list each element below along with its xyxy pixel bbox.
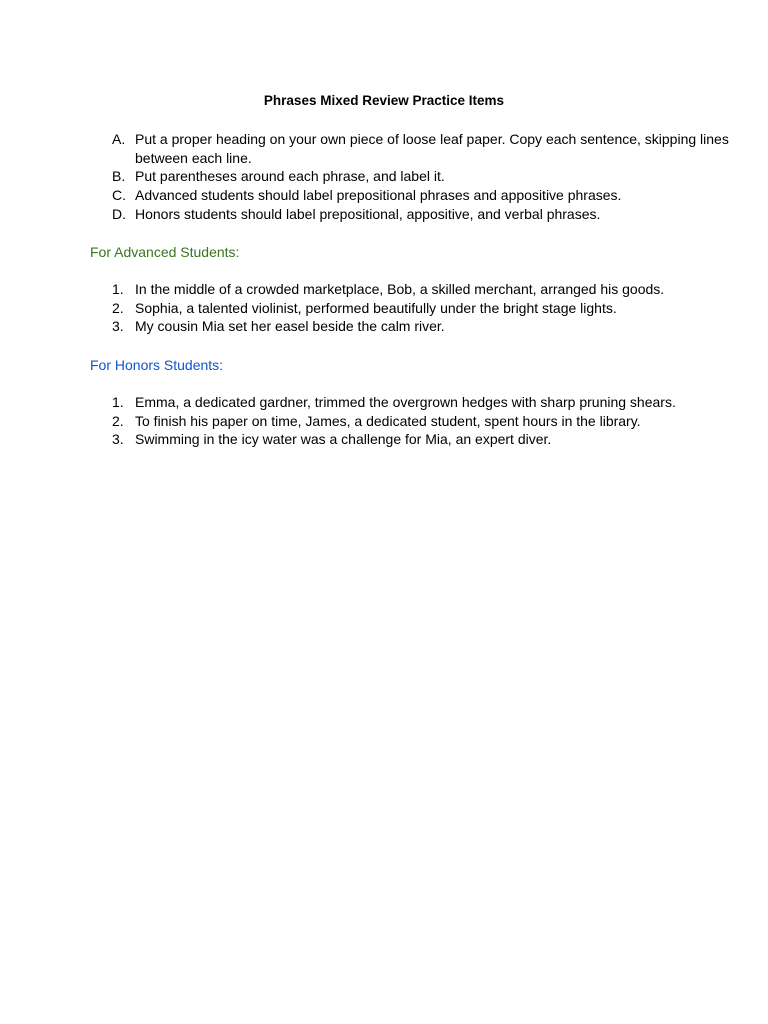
- list-marker: 2.: [112, 412, 124, 429]
- instruction-text: Put parentheses around each phrase, and label it.: [135, 168, 445, 185]
- instructions-list: [90, 130, 740, 224]
- honors-sentences-list: [90, 393, 740, 449]
- advanced-sentences-list: [90, 280, 740, 336]
- sentence-item: [90, 430, 740, 449]
- instruction-text: Honors students should label prepositional, appositive, and verbal phrases.: [135, 205, 601, 222]
- list-marker: C.: [112, 187, 126, 204]
- sentence-text: My cousin Mia set her easel beside the calm river.: [135, 318, 445, 335]
- sentence-text: Swimming in the icy water was a challenge for Mia, an expert diver.: [135, 431, 552, 448]
- sentence-item: [90, 280, 740, 299]
- list-marker: B.: [112, 168, 126, 185]
- list-marker: 1.: [112, 394, 124, 410]
- list-marker: A.: [112, 131, 126, 147]
- instruction-item: [90, 205, 740, 224]
- list-marker: 3.: [112, 431, 124, 448]
- list-marker: D.: [112, 205, 126, 222]
- instruction-text: Advanced students should label prepositional phrases and appositive phrases.: [135, 187, 622, 204]
- sentence-text: Emma, a dedicated gardner, trimmed the overgrown hedges with sharp pruning shears.: [135, 394, 676, 410]
- sentence-item: [90, 393, 740, 412]
- list-marker: 3.: [112, 318, 124, 335]
- sentence-text: Sophia, a talented violinist, performed beautifully under the bright stage lights.: [135, 299, 617, 316]
- list-marker: 1.: [112, 281, 124, 297]
- honors-section-heading: For Honors Students:: [90, 357, 224, 373]
- list-marker: 2.: [112, 299, 124, 316]
- document-title: Phrases Mixed Review Practice Items: [263, 93, 505, 108]
- advanced-section-heading: For Advanced Students:: [90, 244, 240, 260]
- instruction-item: [90, 167, 740, 186]
- sentence-item: [90, 317, 740, 336]
- sentence-text: In the middle of a crowded marketplace, Bob, a skilled merchant, arranged his goods.: [135, 281, 665, 297]
- instruction-item: [90, 186, 740, 205]
- instruction-text: Put a proper heading on your own piece of loose leaf paper. Copy each sentence, skipping lines between each line.: [135, 131, 729, 166]
- instruction-item: [90, 130, 740, 167]
- sentence-item: [90, 299, 740, 318]
- sentence-text: To finish his paper on time, James, a dedicated student, spent hours in the library.: [135, 412, 641, 429]
- sentence-item: [90, 412, 740, 431]
